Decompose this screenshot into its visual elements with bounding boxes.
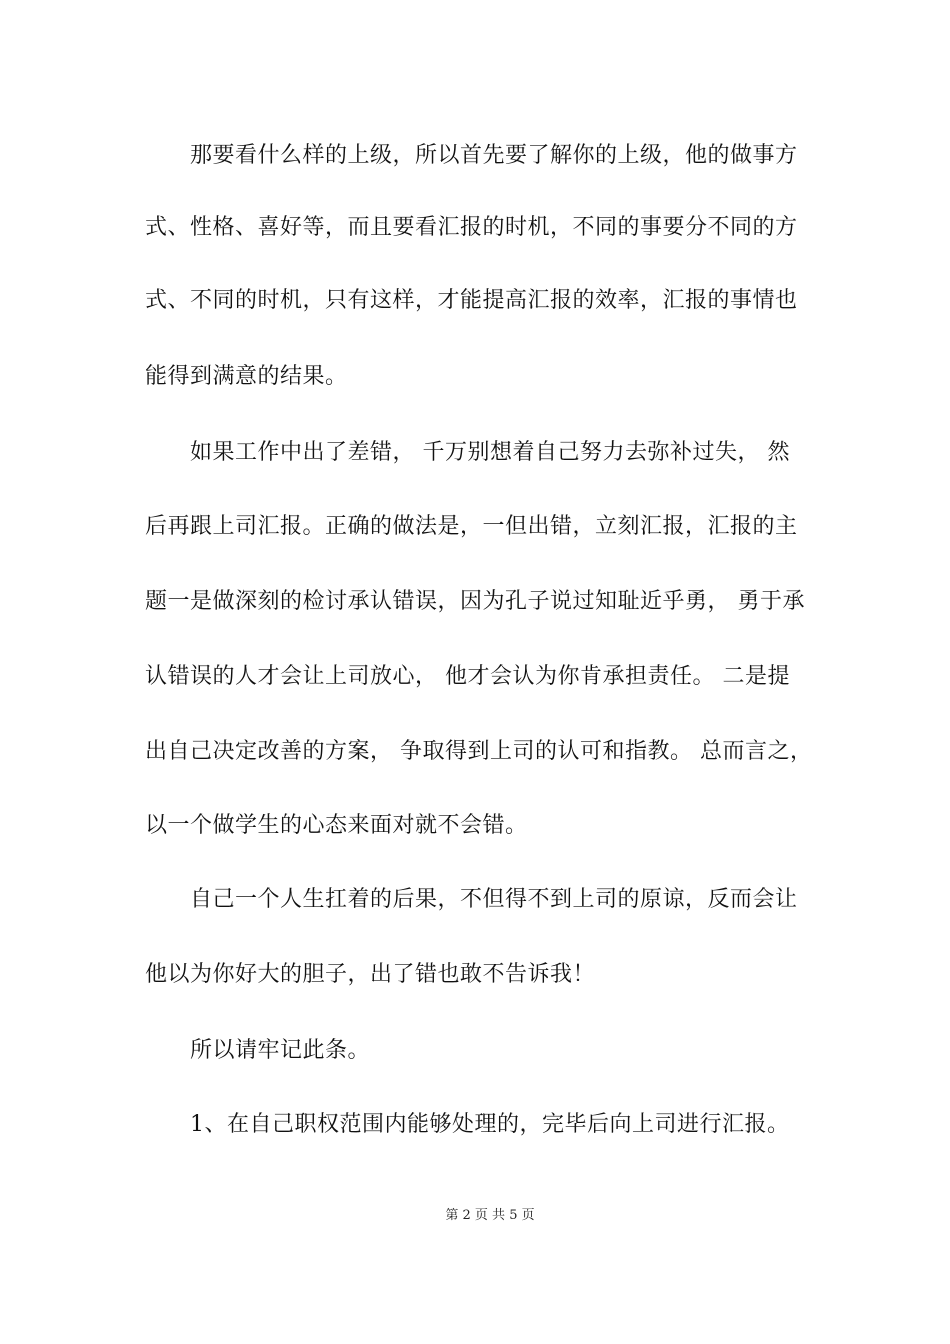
- paragraph-1-line-1: 那要看什么样的上级，所以首先要了解你的上级，他的做事方: [190, 143, 798, 168]
- paragraph-4-line-1: 所以请牢记此条。: [190, 1038, 371, 1063]
- paragraph-3-line-2: 他以为你好大的胆子，出了错也敢不告诉我！: [145, 962, 596, 987]
- paragraph-3-line-1: 自己一个人生扛着的后果，不但得不到上司的原谅，反而会让: [190, 887, 798, 912]
- paragraph-2-line-2: 后再跟上司汇报。正确的做法是，一但出错，立刻汇报，汇报的主: [145, 514, 798, 539]
- paragraph-2-line-3: 题一是做深刻的检讨承认错误，因为孔子说过知耻近乎勇， 勇于承: [145, 589, 805, 614]
- list-item-1: 1、在自己职权范围内能够处理的，完毕后向上司进行汇报。: [190, 1112, 790, 1137]
- page-footer: 第 2 页 共 5 页: [445, 1208, 535, 1223]
- paragraph-2-line-5: 出自己决定改善的方案， 争取得到上司的认可和指教。 总而言之，: [145, 739, 813, 764]
- paragraph-1-line-2: 式、性格、喜好等，而且要看汇报的时机，不同的事要分不同的方: [145, 215, 798, 240]
- paragraph-2-line-4: 认错误的人才会让上司放心， 他才会认为你肯承担责任。 二是提: [145, 664, 790, 689]
- paragraph-1-line-4: 能得到满意的结果。: [145, 364, 348, 389]
- paragraph-1-line-3: 式、不同的时机，只有这样，才能提高汇报的效率，汇报的事情也: [145, 288, 798, 313]
- paragraph-2-line-1: 如果工作中出了差错， 千万别想着自己努力去弥补过失， 然: [190, 440, 790, 465]
- paragraph-2-line-6: 以一个做学生的心态来面对就不会错。: [145, 813, 528, 838]
